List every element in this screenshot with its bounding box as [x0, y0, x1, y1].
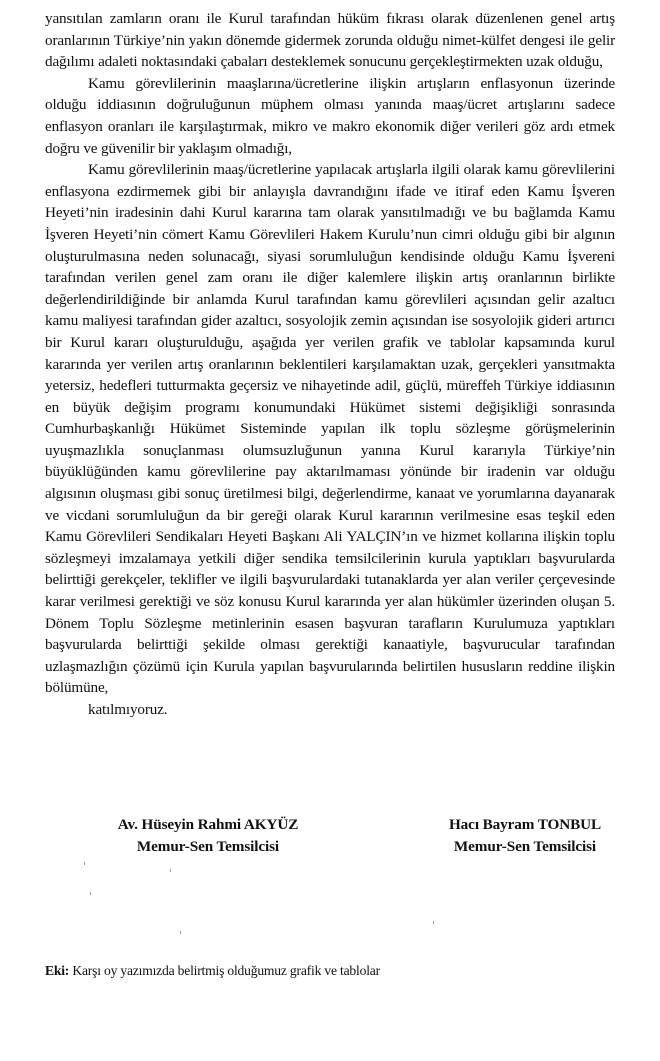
paragraph-1: yansıtılan zamların oranı ile Kurul tarafından hüküm fıkrası olarak düzenlenen genel artış oranlarının Türkiye’nin yakın dönemde gidermek zorunda olduğu nimet-külfet dengesi ile gelir dağılımı adaleti noktasındaki çabaları desteklemek sonucunu gerçekleştirmekten uzak olduğu, — [45, 10, 615, 71]
attachment-label: Eki: — [45, 963, 70, 978]
signatory-title: Memur-Sen Temsilcisi — [453, 837, 597, 855]
paragraph-3: Kamu görevlilerinin maaş/ücretlerine yapılacak artışlarla ilgili olarak kamu görevlilerini enflasyona ezdirmemek gibi bir anlayışla davrandığını ifade ve itiraf eden Kamu İşveren Heyeti’nin iradesinin dahi Kurul kararına tam olarak yansıtılmadığı ve bu bağlamda Kamu İşveren Heyeti’nin cömert Kamu Görevlileri Hakem Kurulu’nun cimri olduğu gibi bir algının oluşturulmasına neden solunacağı, siyasi sorumluluğun kendisinde olduğu Kamu İşvereni tarafından verilen genel zam oranı ile diğer kalemlere ilişkin artış oranlarının birlikte değerlendirildiğinde bir anlamda Kurul tarafından kamu görevlileri açısından gelir azaltıcı kamu maliyesi tarafından gider azaltıcı, sosyolojik zemin açısından ise sosyolojik gideri artırıcı bir Kurul kararı oluşturulduğu, aşağıda yer verilen grafik ve tablolar kapsamında kurul kararında yer verilen artış oranlarının beklentileri karşılamaktan uzak, gerçekleri yansıtmakta yetersiz, hedefleri tutturmakta geçersiz ve nihayetinde adil, güçlü, müreffeh Türkiye iddiasının en büyük değişim programı konumundaki Hükümet sistemi değişikliği sonrasında Cumhurbaşkanlığı Hükümet Sisteminde yapılan ilk toplu sözleşme görüşmelerinin uyuşmazlıkla sonuçlanması olumsuzluğunun yanına Kurul kararıyla Türkiye’nin büyüklüğünden kamu görevlilerine pay aktarılmaması yönünde bir iradenin var olduğu algısının oluşması gibi sonuç üretilmesi bilgi, değerlendirme, kanaat ve yorumlarına dayanarak ve vicdani sorumluluğun da bir gereği olarak Kurul kararının verilmesine esas teşkil eden Kamu Görevlileri Sendikaları Heyeti Başkanı Ali YALÇIN’ın ve hizmet kollarına ilişkin toplu sözleşmeyi imzalamaya yetkili diğer sendika temsilcilerinin kurula yaptıkları başvurularda belirttiği gerekçeler, teklifler ve ilgili başvurulardaki tutanaklarda yer alan veriler çerçevesinde karar verilmesi gerektiği ve söz konusu Kurul kararında yer alan hükümler üzerinden oluşan 5. Dönem Toplu Sözleşme metinlerinin esasen başvuran tarafların Kurulumuza yaptıkları başvurularda belirttiği şekilde olması gerektiği kanaatiyle, başvurucular tarafından uzlaşmazlığın çözümü için Kurula yapılan başvurularında belirtilen hususların reddine ilişkin bölümüne, — [45, 161, 615, 697]
attachment-text: Karşı oy yazımızda belirtmiş olduğumuz grafik ve tablolar — [72, 963, 380, 978]
attachment-note — [45, 962, 380, 980]
paragraph-2: Kamu görevlilerinin maaşlarına/ücretlerine ilişkin artışların enflasyonun üzerinde olduğu iddiasının doğruluğunun müphem olması yanında maaş/ücret artışlarını sadece enflasyon oranları ile karşılaştırmak, mikro ve makro ekonomik diğer verileri göz ardı etmek doğru ve güvenilir bir yaklaşım olmadığı, — [45, 74, 615, 157]
scan-speck — [433, 921, 434, 924]
signatory-left — [95, 814, 321, 857]
signatory-name: Av. Hüseyin Rahmi AKYÜZ — [117, 816, 299, 833]
signatory-right — [436, 814, 614, 857]
signatory-name: Hacı Bayram TONBUL — [448, 816, 602, 833]
scan-speck — [170, 869, 171, 872]
scan-speck — [84, 862, 85, 865]
document-page — [45, 8, 615, 721]
signatory-title: Memur-Sen Temsilcisi — [136, 837, 280, 855]
scan-speck — [90, 892, 91, 895]
closing-statement: katılmıyoruz. — [88, 701, 168, 718]
scan-speck — [180, 931, 181, 934]
